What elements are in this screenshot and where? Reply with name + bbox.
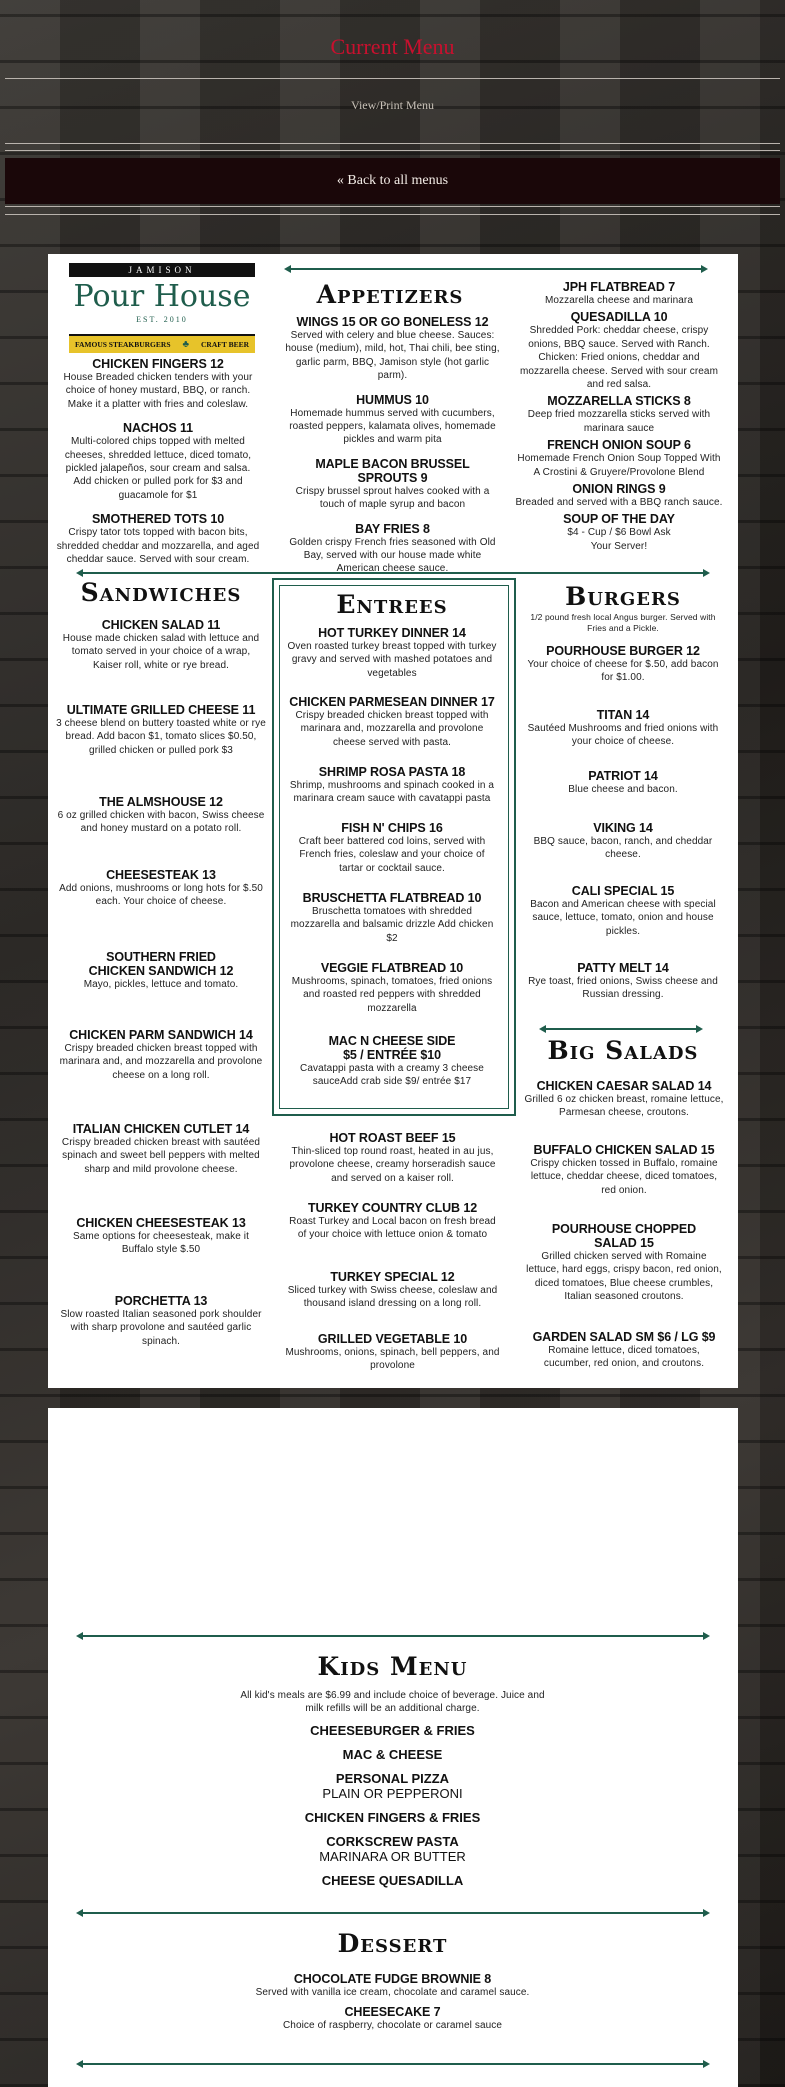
appetizers-right-column bbox=[514, 280, 724, 553]
divider bbox=[5, 143, 780, 144]
item-desc: House Breaded chicken tenders with your choice of honey mustard, BBQ, or ranch. Make it a platter with fries and coleslaw. bbox=[63, 372, 253, 410]
item-name: CHICKEN PARMESEAN DINNER 17 bbox=[289, 695, 495, 709]
item-name: VEGGIE FLATBREAD 10 bbox=[320, 961, 464, 975]
logo-name: Pour House bbox=[73, 279, 251, 314]
item-desc: Same options for cheesesteak, make it Buffalo style $.50 bbox=[72, 1231, 249, 1256]
menu-item bbox=[526, 644, 720, 708]
item-name: BAY FRIES 8 bbox=[355, 521, 430, 536]
sandwiches-heading: Sandwiches bbox=[80, 578, 242, 607]
item-name: CHICKEN CAESAR SALAD 14 bbox=[536, 1079, 712, 1093]
divider bbox=[5, 78, 780, 79]
menu-item bbox=[524, 1079, 724, 1143]
menu-item bbox=[287, 961, 497, 1034]
item-desc: Crispy chicken tossed in Buffalo, romaine lettuce, cheddar cheese, diced tomatoes, red onion. bbox=[530, 1158, 718, 1196]
item-name: BRUSCHETTA FLATBREAD 10 bbox=[302, 891, 482, 905]
menu-item bbox=[287, 765, 497, 821]
menu-item bbox=[56, 950, 266, 1028]
menu-item bbox=[514, 310, 724, 391]
menu-item bbox=[56, 618, 266, 703]
item-desc: Deep fried mozzarella sticks served with marinara sauce bbox=[527, 409, 711, 434]
menu-item bbox=[285, 1131, 500, 1201]
menu-item bbox=[56, 512, 260, 566]
sandwiches-column bbox=[56, 618, 266, 1348]
appetizers-heading: Appetizers bbox=[316, 280, 464, 309]
menu-item bbox=[287, 626, 497, 695]
section-rule bbox=[286, 268, 706, 270]
kids-menu-column bbox=[240, 1689, 545, 1888]
item-name: NACHOS 11 bbox=[123, 421, 193, 436]
item-desc: Rye toast, fried onions, Swiss cheese and Russian dressing. bbox=[528, 976, 718, 1001]
kids-item: MAC & CHEESE bbox=[342, 1747, 443, 1762]
item-name: QUESADILLA 10 bbox=[570, 310, 668, 325]
menu-item bbox=[526, 769, 720, 821]
item-desc: Bruschetta tomatoes with shredded mozzarella and balsamic drizzle Add chicken $2 bbox=[290, 906, 494, 944]
burgers-column bbox=[526, 612, 720, 1002]
item-desc: BBQ sauce, bacon, ranch, and cheddar cheese. bbox=[533, 836, 713, 861]
kids-item-option: PLAIN OR PEPPERONI bbox=[322, 1786, 463, 1801]
burgers-heading: Burgers bbox=[565, 582, 681, 611]
menu-item bbox=[285, 1332, 500, 1373]
kids-item: CORKSCREW PASTA bbox=[326, 1834, 459, 1849]
pour-house-logo bbox=[69, 263, 255, 353]
logo-top-text: JAMISON bbox=[69, 263, 255, 277]
item-name: CHEESESTEAK 13 bbox=[106, 868, 216, 882]
item-desc: Crispy tator tots topped with bacon bits, shredded cheddar and mozzarella, and aged cheddar sauce. Served with sour cream. bbox=[56, 527, 260, 566]
menu-item bbox=[285, 393, 500, 447]
item-name: SOUTHERN FRIED CHICKEN SANDWICH 12 bbox=[88, 950, 234, 978]
item-name: FRENCH ONION SOUP 6 bbox=[547, 438, 691, 453]
item-desc: Bacon and American cheese with special sauce, lettuce, tomato, onion and house pickles. bbox=[530, 899, 716, 937]
menu-item bbox=[56, 421, 260, 502]
item-desc: Sliced turkey with Swiss cheese, coleslaw and thousand island dressing on a long roll. bbox=[287, 1285, 498, 1310]
burgers-note: 1/2 pound fresh local Angus burger. Served with Fries and a Pickle. bbox=[530, 612, 716, 633]
menu-item bbox=[56, 1294, 266, 1348]
kids-item: PERSONAL PIZZA bbox=[335, 1771, 450, 1786]
item-desc: Homemade hummus served with cucumbers, roasted peppers, kalamata olives, homemade pickles and warm pita bbox=[289, 407, 496, 446]
item-name: HOT ROAST BEEF 15 bbox=[329, 1131, 456, 1145]
item-desc: Shredded Pork: cheddar cheese, crispy onions, BBQ sauce. Served with Ranch. Chicken: Fried onions, cheddar and mozzarella cheese. Served with sour cream and red salsa. bbox=[519, 325, 719, 391]
menu-item bbox=[285, 315, 500, 383]
logo-band-left: FAMOUS STEAKBURGERS bbox=[74, 340, 171, 349]
logo-band bbox=[69, 334, 255, 353]
item-name: MAPLE BACON BRUSSEL SPROUTS 9 bbox=[315, 456, 470, 485]
sandwiches-middle-column bbox=[285, 1131, 500, 1373]
item-name: ULTIMATE GRILLED CHEESE 11 bbox=[66, 703, 256, 717]
section-rule bbox=[78, 1912, 708, 1914]
item-desc: Crispy breaded chicken breast topped with marinara and, mozzarella and provolone cheese served with pasta. bbox=[295, 710, 489, 748]
appetizers-left-column bbox=[56, 357, 260, 576]
item-name: CHICKEN PARM SANDWICH 14 bbox=[69, 1028, 253, 1042]
item-desc: Add onions, mushrooms or long hots for $.50 each. Your choice of cheese. bbox=[59, 883, 263, 908]
menu-item bbox=[285, 522, 500, 576]
item-desc: Golden crispy French fries seasoned with Old Bay, served with our house made white American cheese sauce. bbox=[289, 536, 496, 575]
item-name: PATTY MELT 14 bbox=[577, 961, 669, 975]
item-desc: Mayo, pickles, lettuce and tomato. bbox=[83, 979, 239, 990]
item-desc: Thin-sliced top round roast, heated in au jus, provolone cheese, creamy horseradish sauce and served on a kaiser roll. bbox=[289, 1146, 496, 1184]
menu-item bbox=[514, 280, 724, 307]
kids-item: CHICKEN FINGERS & FRIES bbox=[304, 1810, 481, 1825]
item-desc: Served with vanilla ice cream, chocolate and caramel sauce. bbox=[255, 1987, 530, 1998]
kids-item-option: MARINARA OR BUTTER bbox=[319, 1849, 466, 1864]
kids-item: CHEESE QUESADILLA bbox=[321, 1873, 464, 1888]
section-rule bbox=[541, 1028, 701, 1030]
item-name: TITAN 14 bbox=[596, 708, 650, 722]
item-name: JPH FLATBREAD 7 bbox=[562, 280, 676, 294]
item-desc: Crispy brussel sprout halves cooked with a touch of maple syrup and bacon bbox=[295, 485, 490, 511]
big-salads-heading: Big Salads bbox=[547, 1036, 699, 1065]
menu-item bbox=[526, 821, 720, 884]
item-name: MAC N CHEESE SIDE $5 / ENTRÉE $10 bbox=[328, 1034, 456, 1062]
item-desc: 3 cheese blend on buttery toasted white or rye bread. Add bacon $1, tomato slices $0.50, grilled chicken or pulled pork $3 bbox=[56, 718, 266, 756]
item-desc: Multi-colored chips topped with melted cheeses, shredded lettuce, diced tomato, pickled jalapeños, sour cream and salsa. Add chicken or pulled pork for $3 and guacamole for $1 bbox=[64, 436, 252, 501]
print-menu-link[interactable]: View/Print Menu bbox=[351, 98, 434, 112]
item-name: VIKING 14 bbox=[593, 821, 653, 835]
kids-note: All kid's meals are $6.99 and include choice of beverage. Juice and milk refills will be an additional charge. bbox=[240, 1690, 545, 1714]
appetizers-middle-column bbox=[285, 315, 500, 586]
menu-item bbox=[524, 1143, 724, 1222]
menu-item bbox=[287, 891, 497, 961]
section-rule bbox=[78, 1635, 708, 1637]
menu-item bbox=[56, 1216, 266, 1294]
back-link-label: « Back to all menus bbox=[336, 173, 449, 188]
menu-item bbox=[56, 868, 266, 950]
item-name: CHICKEN FINGERS 12 bbox=[92, 357, 224, 371]
entrees-heading: Entrees bbox=[336, 590, 448, 619]
item-desc: Mozzarella cheese and marinara bbox=[544, 295, 694, 306]
item-desc: Slow roasted Italian seasoned pork shoulder with sharp provolone and sautéed garlic spinach. bbox=[60, 1309, 262, 1347]
menu-item bbox=[526, 884, 720, 961]
item-name: MOZZARELLA STICKS 8 bbox=[547, 394, 691, 409]
item-name: CALI SPECIAL 15 bbox=[571, 884, 675, 898]
menu-item bbox=[287, 695, 497, 765]
item-name: THE ALMSHOUSE 12 bbox=[99, 795, 223, 809]
dessert-column bbox=[200, 1972, 585, 2033]
menu-item bbox=[56, 795, 266, 868]
item-name: BUFFALO CHICKEN SALAD 15 bbox=[533, 1143, 715, 1157]
page-title: Current Menu bbox=[330, 34, 455, 59]
item-name: TURKEY SPECIAL 12 bbox=[330, 1270, 455, 1284]
item-name: ITALIAN CHICKEN CUTLET 14 bbox=[72, 1122, 250, 1136]
menu-item bbox=[56, 1122, 266, 1216]
item-name: CHICKEN CHEESESTEAK 13 bbox=[76, 1216, 246, 1230]
item-name: TURKEY COUNTRY CLUB 12 bbox=[307, 1201, 478, 1215]
menu-item bbox=[287, 1034, 497, 1089]
menu-item bbox=[287, 821, 497, 891]
item-name: HUMMUS 10 bbox=[356, 392, 429, 407]
item-desc: Sautéed Mushrooms and fried onions with your choice of cheese. bbox=[527, 723, 719, 748]
item-desc: House made chicken salad with lettuce and tomato served in your choice of a wrap, Kaiser roll, white or rye bread. bbox=[62, 633, 260, 671]
back-to-menus-button[interactable] bbox=[5, 158, 780, 204]
menu-item bbox=[524, 1222, 724, 1330]
item-name: CHOCOLATE FUDGE BROWNIE 8 bbox=[293, 1972, 492, 1986]
item-desc: Craft beer battered cod loins, served with French fries, coleslaw and your choice of tartar or cocktail sauce. bbox=[298, 836, 486, 874]
item-name: CHICKEN SALAD 11 bbox=[101, 618, 221, 632]
menu-item bbox=[514, 512, 724, 553]
item-name: SOUP OF THE DAY bbox=[563, 512, 675, 527]
menu-item bbox=[526, 961, 720, 1002]
menu-item bbox=[200, 2005, 585, 2032]
item-desc: Grilled 6 oz chicken breast, romaine lettuce, Parmesan cheese, croutons. bbox=[524, 1094, 724, 1119]
divider bbox=[5, 206, 780, 207]
item-desc: Shrimp, mushrooms and spinach cooked in a marinara cream sauce with cavatappi pasta bbox=[289, 780, 495, 805]
item-desc: Roast Turkey and Local bacon on fresh bread of your choice with lettuce onion & tomato bbox=[289, 1216, 496, 1241]
menu-item bbox=[285, 1270, 500, 1332]
menu-item bbox=[200, 1972, 585, 1999]
item-desc: Romaine lettuce, diced tomatoes, cucumber, red onion, and croutons. bbox=[543, 1345, 705, 1370]
logo-est: EST. 2010 bbox=[136, 315, 188, 324]
item-desc: Grilled chicken served with Romaine lettuce, hard eggs, crispy bacon, red onion, diced tomatoes, Blue cheese crumbles, Italian seasoned croutons. bbox=[526, 1251, 722, 1303]
item-name: PATRIOT 14 bbox=[588, 769, 658, 783]
item-name: GARDEN SALAD SM $6 / LG $9 bbox=[532, 1330, 716, 1344]
item-name: POURHOUSE BURGER 12 bbox=[546, 644, 700, 658]
section-rule bbox=[78, 2063, 708, 2065]
menu-item bbox=[524, 1330, 724, 1371]
kids-item: CHEESEBURGER & FRIES bbox=[310, 1723, 475, 1738]
item-desc: Homemade French Onion Soup Topped With A Crostini & Gruyere/Provolone Blend bbox=[517, 453, 721, 478]
entrees-column bbox=[287, 626, 497, 1089]
item-desc: Blue cheese and bacon. bbox=[568, 784, 678, 795]
item-name: HOT TURKEY DINNER 14 bbox=[318, 626, 466, 640]
salads-column bbox=[524, 1079, 724, 1371]
item-name: ONION RINGS 9 bbox=[572, 482, 666, 497]
item-desc: Served with celery and blue cheese. Sauces: house (medium), mild, hot, Thai chili, bee sting, garlic parm, BBQ, Jamison style (hot garlic parm). bbox=[285, 330, 500, 382]
item-desc: Crispy breaded chicken breast with sautéed spinach and sweet bell peppers with melted sharp and mild provolone cheese. bbox=[61, 1137, 261, 1175]
clover-icon: ♣ bbox=[182, 339, 190, 350]
menu-item bbox=[514, 394, 724, 435]
kids-menu-heading: Kids Menu bbox=[317, 1652, 468, 1681]
item-name: GRILLED VEGETABLE 10 bbox=[317, 1332, 468, 1346]
item-name: POURHOUSE CHOPPED SALAD 15 bbox=[551, 1222, 697, 1250]
menu-item bbox=[514, 482, 724, 509]
item-desc: Mushrooms, onions, spinach, bell peppers, and provolone bbox=[285, 1347, 500, 1372]
menu-item bbox=[514, 438, 724, 479]
item-name: WINGS 15 OR GO BONELESS 12 bbox=[296, 315, 489, 329]
menu-item bbox=[285, 457, 500, 512]
item-desc: Your choice of cheese for $.50, add bacon for $1.00. bbox=[527, 659, 719, 684]
dessert-heading: Dessert bbox=[337, 1929, 448, 1958]
item-name: SHRIMP ROSA PASTA 18 bbox=[318, 765, 466, 779]
menu-item bbox=[56, 357, 260, 411]
divider bbox=[5, 150, 780, 151]
logo-band-right: CRAFT BEER bbox=[201, 340, 249, 349]
item-desc: Oven roasted turkey breast topped with turkey gravy and served with mashed potatoes and vegetables bbox=[287, 641, 497, 679]
menu-item bbox=[285, 1201, 500, 1270]
menu-item bbox=[56, 703, 266, 795]
item-desc: Mushrooms, spinach, tomatoes, fried onions and roasted red peppers with shredded mozzarella bbox=[291, 976, 493, 1014]
item-desc: Breaded and served with a BBQ ranch sauce. bbox=[515, 497, 723, 509]
item-desc: 6 oz grilled chicken with bacon, Swiss cheese and honey mustard on a potato roll. bbox=[57, 810, 265, 835]
item-name: FISH N' CHIPS 16 bbox=[341, 821, 443, 835]
item-desc: Cavatappi pasta with a creamy 3 cheese sauceAdd crab side $9/ entrée $17 bbox=[300, 1063, 484, 1088]
item-desc: Crispy breaded chicken breast topped with marinara and, and mozzarella and provolone cheese on a long roll. bbox=[59, 1043, 263, 1081]
item-desc: $4 - Cup / $6 Bowl Ask Your Server! bbox=[567, 527, 671, 552]
item-name: PORCHETTA 13 bbox=[114, 1294, 208, 1308]
menu-item bbox=[526, 708, 720, 769]
item-name: SMOTHERED TOTS 10 bbox=[91, 512, 225, 527]
item-name: CHEESECAKE 7 bbox=[344, 2005, 441, 2020]
menu-item bbox=[56, 1028, 266, 1122]
item-desc: Choice of raspberry, chocolate or caramel sauce bbox=[282, 2020, 503, 2032]
divider bbox=[5, 214, 780, 215]
